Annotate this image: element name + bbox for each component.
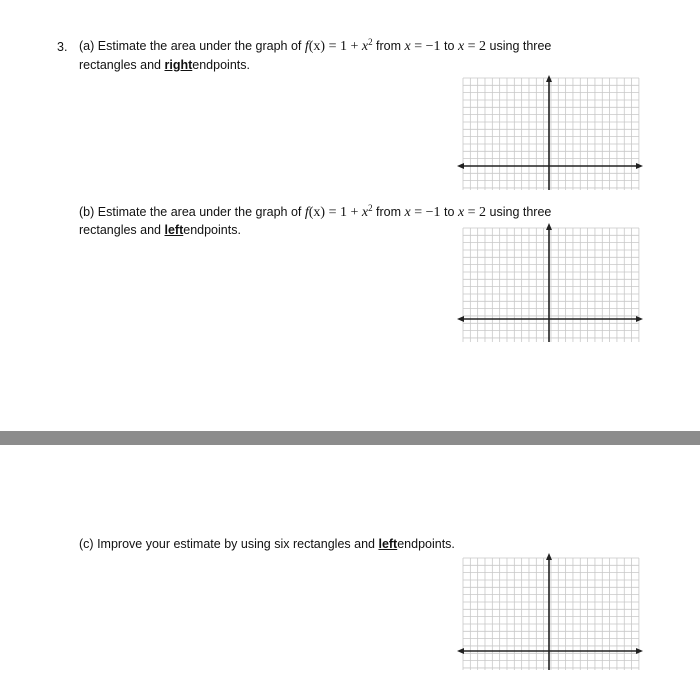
part-a-eq2: = 2 bbox=[467, 39, 487, 54]
part-a-text2: rectangles and bbox=[79, 58, 162, 72]
part-a-line-1 bbox=[79, 36, 552, 55]
part-c-text2: endpoints. bbox=[397, 537, 455, 551]
part-b-exponent: 2 bbox=[368, 202, 373, 213]
part-a-func-var: x bbox=[361, 39, 369, 54]
x-axis-right-arrow bbox=[636, 648, 643, 654]
part-a-exponent: 2 bbox=[368, 36, 373, 47]
part-a-to: to bbox=[444, 39, 455, 53]
part-a-emph: right bbox=[164, 58, 193, 72]
problem-number: 3. bbox=[57, 40, 68, 54]
graph-grid-svg bbox=[456, 552, 644, 672]
grid-lines bbox=[463, 558, 639, 670]
grid-lines bbox=[463, 78, 639, 190]
part-a-using: using three bbox=[489, 39, 552, 53]
part-b-line-1 bbox=[79, 202, 552, 221]
part-a-x2: x bbox=[457, 39, 465, 54]
part-a-from: from bbox=[376, 39, 402, 53]
y-axis-top-arrow bbox=[546, 553, 552, 560]
part-b-text3: endpoints. bbox=[183, 223, 241, 237]
grid-c bbox=[456, 552, 644, 672]
part-c-text: Improve your estimate by using six rectangles and bbox=[97, 537, 375, 551]
part-c-line-1 bbox=[79, 537, 455, 551]
part-b-emph: left bbox=[164, 223, 184, 237]
part-a-line-2 bbox=[79, 58, 250, 72]
x-axis-right-arrow bbox=[636, 316, 643, 322]
part-b-to: to bbox=[444, 205, 455, 219]
part-b-func-rhs: = 1 + bbox=[328, 205, 359, 220]
part-b-from: from bbox=[376, 205, 402, 219]
part-a-x1: x bbox=[404, 39, 411, 54]
part-b-eq1: = −1 bbox=[414, 205, 441, 220]
graph-grid-svg bbox=[456, 74, 644, 192]
grid-b bbox=[456, 222, 644, 344]
part-b-text2: rectangles and bbox=[79, 223, 162, 237]
part-c-label: (c) bbox=[79, 537, 94, 551]
page-divider bbox=[0, 431, 700, 445]
part-b-text: Estimate the area under the graph of bbox=[97, 205, 302, 219]
y-axis-top-arrow bbox=[546, 223, 552, 230]
grid-a bbox=[456, 74, 644, 192]
graph-grid-svg bbox=[456, 222, 644, 344]
x-axis-left-arrow bbox=[457, 316, 464, 322]
part-b-func-arg: (x) bbox=[308, 205, 326, 220]
part-b-line-2 bbox=[79, 223, 241, 237]
part-b-eq2: = 2 bbox=[467, 205, 487, 220]
x-axis-left-arrow bbox=[457, 648, 464, 654]
part-a-eq1: = −1 bbox=[414, 39, 441, 54]
grid-lines bbox=[463, 228, 639, 342]
part-b-x1: x bbox=[404, 205, 411, 220]
part-a-label: (a) bbox=[79, 39, 95, 53]
part-a-func-arg: (x) bbox=[308, 39, 326, 54]
part-a-func-name: f bbox=[304, 39, 309, 54]
x-axis-left-arrow bbox=[457, 163, 464, 169]
part-c-emph: left bbox=[378, 537, 398, 551]
part-b-using: using three bbox=[489, 205, 552, 219]
part-b-x2: x bbox=[457, 205, 465, 220]
part-a-text3: endpoints. bbox=[192, 58, 250, 72]
part-a-text: Estimate the area under the graph of bbox=[97, 39, 302, 53]
part-b-func-var: x bbox=[361, 205, 369, 220]
part-b-label: (b) bbox=[79, 205, 95, 219]
part-a-func-rhs: = 1 + bbox=[328, 39, 359, 54]
x-axis-right-arrow bbox=[636, 163, 643, 169]
part-b-func-name: f bbox=[304, 205, 309, 220]
